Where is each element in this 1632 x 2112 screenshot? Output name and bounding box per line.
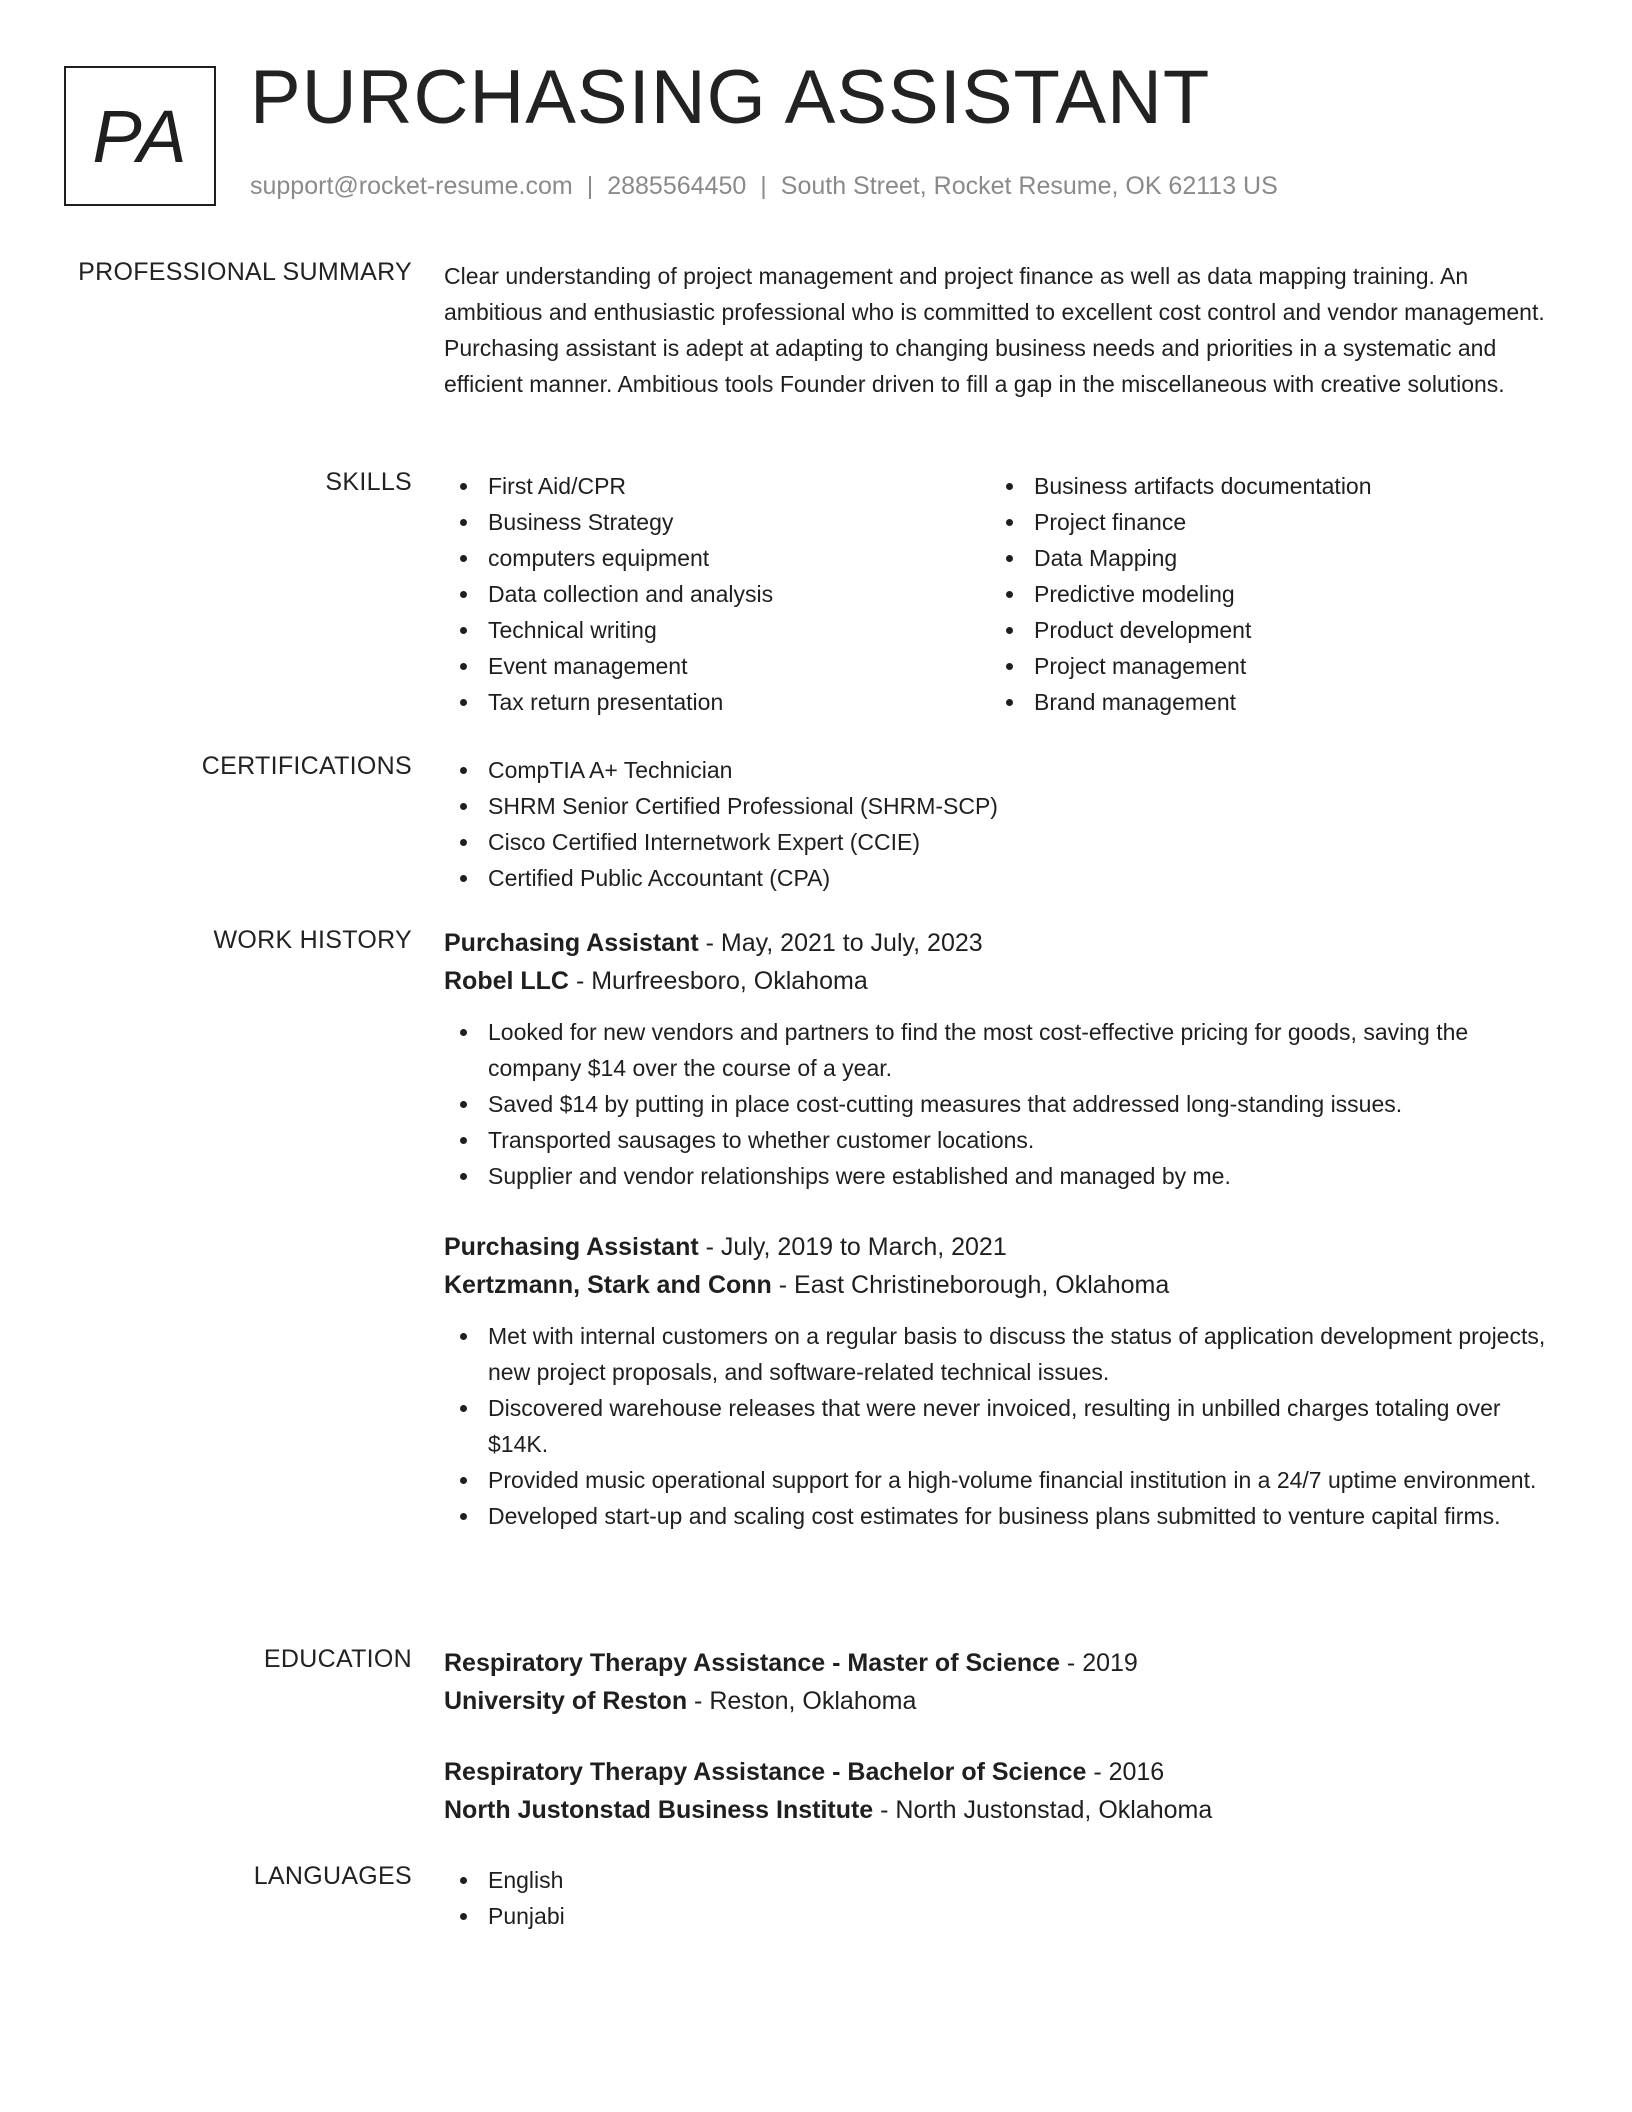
list-item [444, 1462, 1554, 1498]
job-title-line [444, 924, 1554, 962]
bullet-icon [460, 767, 467, 774]
certification-item: Certified Public Accountant (CPA) [488, 865, 831, 891]
list-item [990, 540, 1536, 576]
bullet-icon [460, 1513, 467, 1520]
bullet-icon [460, 1333, 467, 1340]
skills-column-right [990, 468, 1536, 720]
monogram-badge: PA [64, 66, 216, 206]
list-item [444, 1086, 1554, 1122]
page-title: PURCHASING ASSISTANT [250, 55, 1211, 140]
skills-list-right [990, 468, 1536, 720]
language-item: Punjabi [488, 1903, 565, 1929]
job-company: Robel LLC [444, 967, 569, 995]
list-item [444, 504, 990, 540]
bullet-icon [460, 1913, 467, 1920]
section-label-skills: SKILLS [325, 468, 412, 496]
education-location: - Reston, Oklahoma [687, 1687, 917, 1715]
education-degree-line [444, 1644, 1554, 1682]
contact-separator: | [586, 172, 594, 200]
bullet-icon [1006, 555, 1013, 562]
list-item [444, 612, 990, 648]
education-school-line [444, 1791, 1554, 1829]
bullet-icon [460, 875, 467, 882]
list-item [444, 788, 1554, 824]
education-school: University of Reston [444, 1687, 688, 1715]
job-bullet-text: Provided music operational support for a high-volume financial institution in a 24/7 uptime environment. [488, 1467, 1537, 1493]
skill-item: Business Strategy [488, 509, 674, 535]
job-dates: - July, 2019 to March, 2021 [698, 1233, 1007, 1261]
education-school-line [444, 1682, 1554, 1720]
list-item [990, 468, 1536, 504]
job-title: Purchasing Assistant [444, 929, 699, 957]
list-item [444, 540, 990, 576]
bullet-icon [460, 591, 467, 598]
skill-item: Technical writing [488, 617, 657, 643]
education-entry [444, 1753, 1554, 1829]
list-item [444, 824, 1554, 860]
skill-item: Project management [1034, 653, 1247, 679]
bullet-icon [460, 699, 467, 706]
bullet-icon [460, 1477, 467, 1484]
section-label-education: EDUCATION [263, 1645, 412, 1673]
skill-item: Data collection and analysis [488, 581, 774, 607]
section-label-certifications: CERTIFICATIONS [201, 752, 412, 780]
job-bullet-text: Met with internal customers on a regular basis to discuss the status of application development projects, new project proposals, and software-related technical issues. [488, 1323, 1546, 1385]
skills-columns [444, 468, 1554, 720]
list-item [444, 1158, 1554, 1194]
list-item [444, 1122, 1554, 1158]
job-entry [444, 1228, 1554, 1534]
bullet-icon [460, 1101, 467, 1108]
bullet-icon [460, 839, 467, 846]
job-company-line [444, 962, 1554, 1000]
bullet-icon [1006, 627, 1013, 634]
certifications-list [444, 752, 1554, 896]
education-year: - 2016 [1086, 1758, 1165, 1786]
job-location: - Murfreesboro, Oklahoma [569, 967, 868, 995]
skill-item: Product development [1034, 617, 1252, 643]
bullet-icon [460, 555, 467, 562]
bullet-icon [460, 1405, 467, 1412]
job-bullet-text: Looked for new vendors and partners to find the most cost-effective pricing for goods, saving the company $14 over the course of a year. [488, 1019, 1469, 1081]
list-item [444, 1898, 1554, 1934]
job-title: Purchasing Assistant [444, 1233, 699, 1261]
skill-item: Brand management [1034, 689, 1237, 715]
job-bullet-text: Discovered warehouse releases that were never invoiced, resulting in unbilled charges totaling over $14K. [488, 1395, 1501, 1457]
list-item [444, 752, 1554, 788]
bullet-icon [1006, 663, 1013, 670]
bullet-icon [1006, 519, 1013, 526]
skills-column-left [444, 468, 990, 720]
list-item [444, 860, 1554, 896]
list-item [444, 1498, 1554, 1534]
languages-body [444, 1862, 1554, 1934]
list-item [444, 684, 990, 720]
contact-separator: | [760, 172, 767, 200]
education-location: - North Justonstad, Oklahoma [873, 1796, 1213, 1824]
language-item: English [488, 1867, 564, 1893]
contact-address: South Street, Rocket Resume, OK 62113 US [780, 172, 1278, 200]
bullet-icon [460, 519, 467, 526]
contact-line [250, 172, 1278, 201]
bullet-icon [460, 1029, 467, 1036]
list-item [990, 684, 1536, 720]
list-item [444, 648, 990, 684]
job-bullets [444, 1014, 1554, 1194]
education-degree-line [444, 1753, 1554, 1791]
bullet-icon [1006, 699, 1013, 706]
job-bullet-text: Transported sausages to whether customer locations. [488, 1127, 1035, 1153]
list-item [990, 648, 1536, 684]
job-location: - East Christineborough, Oklahoma [771, 1271, 1170, 1299]
skill-item: Tax return presentation [488, 689, 724, 715]
certification-item: SHRM Senior Certified Professional (SHRM-SCP) [488, 793, 998, 819]
list-item [990, 612, 1536, 648]
bullet-icon [460, 483, 467, 490]
bullet-icon [460, 1137, 467, 1144]
job-bullet-text: Saved $14 by putting in place cost-cutting measures that addressed long-standing issues. [488, 1091, 1403, 1117]
skill-item: computers equipment [488, 545, 710, 571]
certification-item: CompTIA A+ Technician [488, 757, 733, 783]
summary-text: Clear understanding of project management and project finance as well as data mapping training. An ambitious and enthusiastic professional who is committed to excellent cost control and vendor management. Purchasing assistant is adept at adapting to changing business needs and priorities in a systematic and efficient manner. Ambitious tools Founder driven to fill a gap in the miscellaneous with creative solutions. [444, 263, 1545, 397]
job-bullets [444, 1318, 1554, 1534]
skill-item: First Aid/CPR [488, 473, 627, 499]
bullet-icon [460, 803, 467, 810]
education-year: - 2019 [1059, 1649, 1138, 1677]
list-item [990, 576, 1536, 612]
list-item [444, 468, 990, 504]
education-degree: Respiratory Therapy Assistance - Bachelor of Science [444, 1758, 1087, 1786]
bullet-icon [460, 663, 467, 670]
list-item [444, 576, 990, 612]
contact-email: support@rocket-resume.com [250, 172, 573, 200]
section-label-summary: PROFESSIONAL SUMMARY [78, 258, 412, 286]
job-company: Kertzmann, Stark and Conn [444, 1271, 772, 1299]
skills-list-left [444, 468, 990, 720]
bullet-icon [460, 1877, 467, 1884]
job-title-line [444, 1228, 1554, 1266]
bullet-icon [1006, 483, 1013, 490]
skill-item: Project finance [1034, 509, 1187, 535]
education-entry [444, 1644, 1554, 1720]
certification-item: Cisco Certified Internetwork Expert (CCIE) [488, 829, 921, 855]
education-body [444, 1644, 1554, 1829]
job-entry [444, 924, 1554, 1194]
list-item [990, 504, 1536, 540]
list-item [444, 1318, 1554, 1390]
education-school: North Justonstad Business Institute [444, 1796, 874, 1824]
job-company-line [444, 1266, 1554, 1304]
bullet-icon [460, 627, 467, 634]
list-item [444, 1014, 1554, 1086]
skill-item: Predictive modeling [1034, 581, 1235, 607]
skills-body [444, 468, 1554, 720]
job-bullet-text: Developed start-up and scaling cost estimates for business plans submitted to venture capital firms. [488, 1503, 1501, 1529]
skill-item: Business artifacts documentation [1034, 473, 1372, 499]
list-item [444, 1862, 1554, 1898]
job-bullet-text: Supplier and vendor relationships were established and managed by me. [488, 1163, 1231, 1189]
bullet-icon [1006, 591, 1013, 598]
job-dates: - May, 2021 to July, 2023 [698, 929, 983, 957]
list-item [444, 1390, 1554, 1462]
section-label-languages: LANGUAGES [253, 1862, 412, 1890]
bullet-icon [460, 1173, 467, 1180]
section-label-work-history: WORK HISTORY [213, 926, 412, 954]
skill-item: Data Mapping [1034, 545, 1178, 571]
contact-phone: 2885564450 [607, 172, 747, 200]
languages-list [444, 1862, 1554, 1934]
skill-item: Event management [488, 653, 688, 679]
education-degree: Respiratory Therapy Assistance - Master of Science [444, 1649, 1060, 1677]
summary-body [444, 258, 1554, 402]
certifications-body [444, 752, 1554, 896]
work-history-body [444, 924, 1554, 1534]
